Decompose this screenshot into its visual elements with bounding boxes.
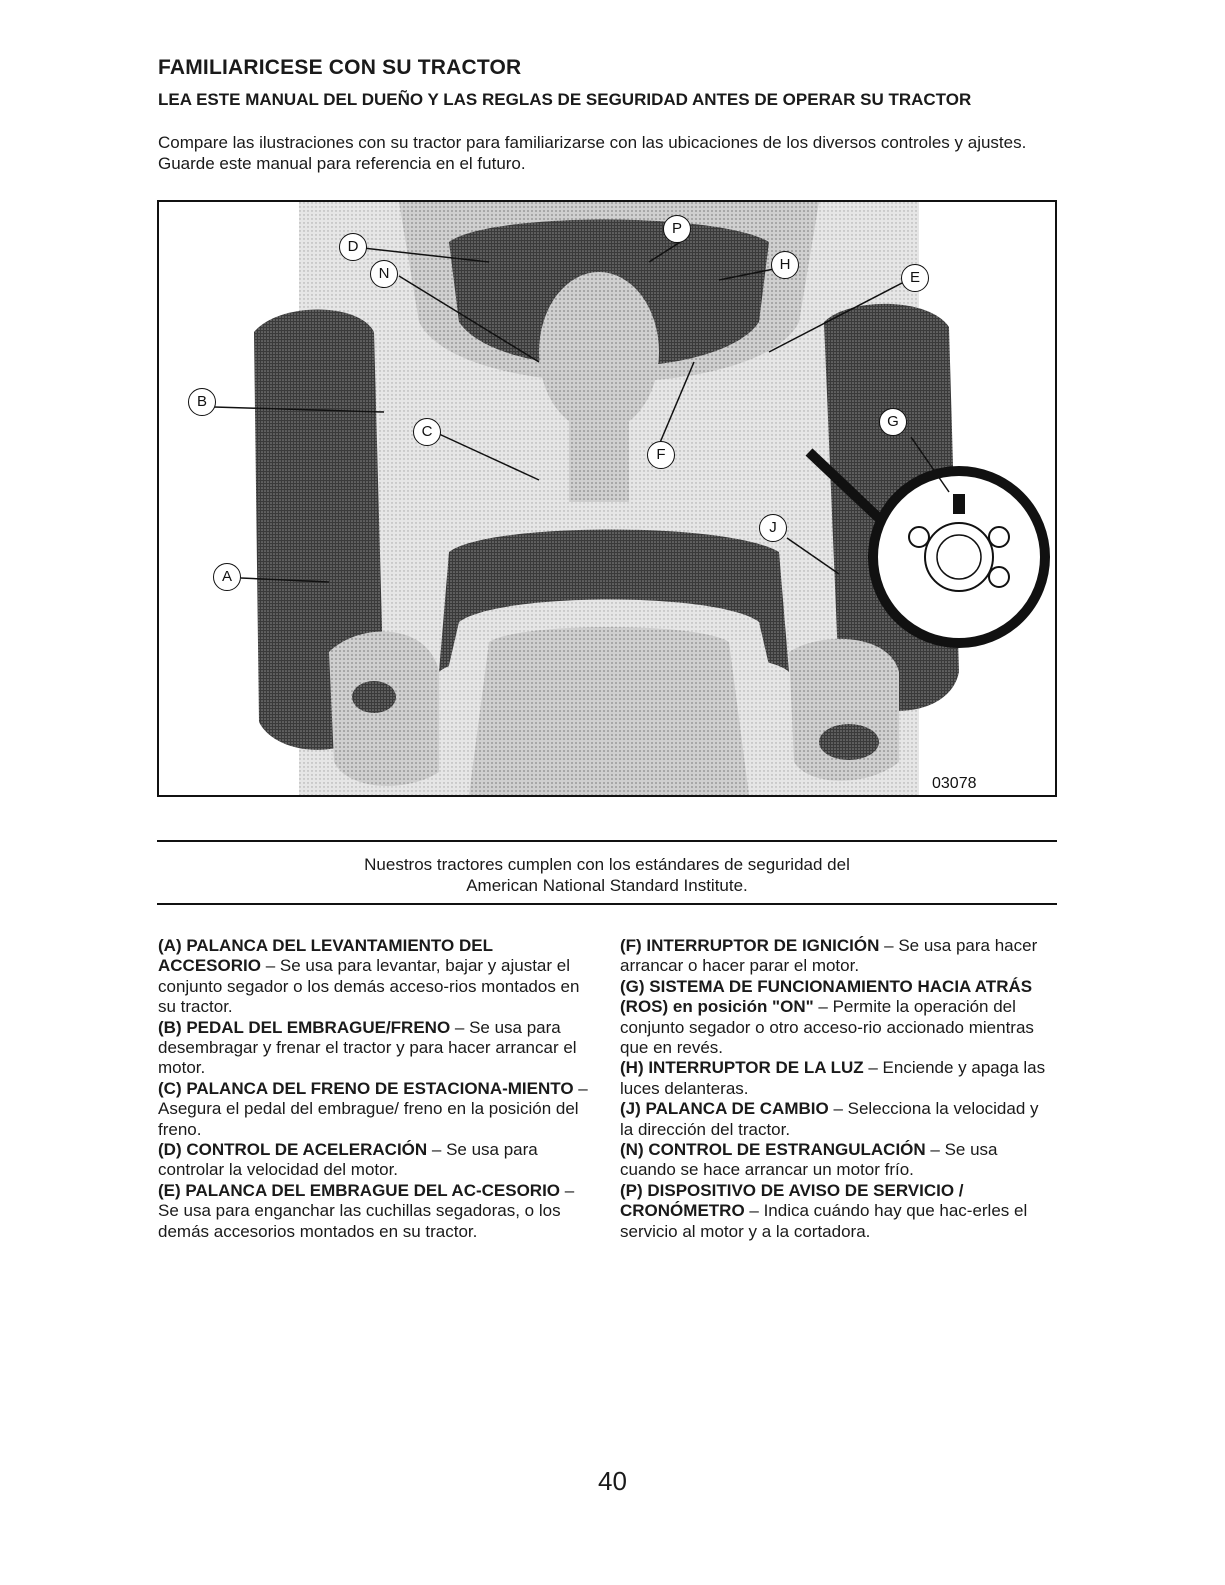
callout-p: P [663, 215, 691, 243]
item-g-label: (G) SISTEMA DE FUNCIONAMIENTO HACIA ATRÁS (ROS) en posición "ON" [620, 976, 1033, 1017]
item-b-label: (B) PEDAL DEL EMBRAGUE/FRENO [158, 1017, 451, 1037]
item-b [158, 1018, 590, 1079]
notice-line-1: Nuestros tractores cumplen con los estándares de seguridad del [364, 855, 850, 874]
divider-top [157, 840, 1057, 842]
safety-warning-heading: LEA ESTE MANUAL DEL DUEÑO Y LAS REGLAS DE SEGURIDAD ANTES DE OPERAR SU TRACTOR [158, 90, 972, 109]
item-g [620, 977, 1052, 1059]
item-a-label: (A) PALANCA DEL LEVANTAMIENTO DEL ACCESORIO [158, 936, 493, 976]
item-p-label: (P) DISPOSITIVO DE AVISO DE SERVICIO / CRONÓMETRO [620, 1180, 964, 1221]
item-f [620, 936, 1052, 977]
item-h-label: (H) INTERRUPTOR DE LA LUZ [620, 1058, 864, 1078]
callout-j: J [759, 514, 787, 542]
callout-e: E [901, 264, 929, 292]
item-j-label: (J) PALANCA DE CAMBIO [620, 1099, 829, 1119]
divider-bottom [157, 903, 1057, 905]
item-h [620, 1058, 1052, 1099]
intro-paragraph: Compare las ilustraciones con su tractor para familiarizarse con las ubicaciones de los diversos controles y ajustes. Guarde este manual para referencia en el futuro. [158, 133, 1027, 173]
item-c-label: (C) PALANCA DEL FRENO DE ESTACIONA-MIENTO [158, 1078, 574, 1098]
callout-d: D [339, 233, 367, 261]
notice-line-2: American National Standard Institute. [466, 876, 748, 895]
page-title: FAMILIARICESE CON SU TRACTOR [158, 56, 522, 79]
item-j-text: – Selecciona la velocidad y la dirección del tractor. [620, 1099, 1039, 1139]
callout-a: A [213, 563, 241, 591]
callout-g: G [879, 408, 907, 436]
item-d-label: (D) CONTROL DE ACELERACIÓN [158, 1140, 428, 1160]
item-a [158, 936, 590, 1018]
callout-c: C [413, 418, 441, 446]
item-e-text: – Se usa para enganchar las cuchillas segadoras, o los demás accesorios montados en su tractor. [158, 1180, 575, 1241]
controls-column-right [620, 936, 1052, 1242]
item-h-text: – Enciende y apaga las luces delanteras. [620, 1058, 1046, 1098]
item-n-text: – Se usa cuando se hace arrancar un motor frío. [620, 1140, 998, 1180]
standards-notice [157, 854, 1057, 896]
item-b-text: – Se usa para desembragar y frenar el tractor y para hacer arrancar el motor. [158, 1017, 577, 1078]
figure-id: 03078 [932, 775, 977, 792]
item-g-text: – Permite la operación del conjunto segador o otro acceso-rio accionado mientras que en revés. [620, 997, 1034, 1058]
item-j [620, 1099, 1052, 1140]
page-number: 40 [598, 1466, 627, 1496]
item-p [620, 1181, 1052, 1242]
item-e-label: (E) PALANCA DEL EMBRAGUE DEL AC-CESORIO [158, 1180, 561, 1200]
item-c-text: – Asegura el pedal del embrague/ freno en la posición del freno. [158, 1078, 588, 1139]
callout-n: N [370, 260, 398, 288]
item-n-label: (N) CONTROL DE ESTRANGULACIÓN [620, 1140, 926, 1160]
item-f-text: – Se usa para hacer arrancar o hacer parar el motor. [620, 936, 1038, 976]
controls-column-left [158, 936, 590, 1242]
item-a-text: – Se usa para levantar, bajar y ajustar el conjunto segador o los demás acceso-rios montados en su tractor. [158, 956, 580, 1017]
item-d-text: – Se usa para controlar la velocidad del motor. [158, 1140, 538, 1180]
item-c [158, 1079, 590, 1140]
callout-h: H [771, 251, 799, 279]
callout-b: B [188, 388, 216, 416]
tractor-controls-figure [157, 200, 1057, 797]
item-d [158, 1140, 590, 1181]
item-p-text: – Indica cuándo hay que hac-erles el servicio al motor y a la cortadora. [620, 1201, 1028, 1241]
callout-f: F [647, 441, 675, 469]
item-n [620, 1140, 1052, 1181]
item-f-label: (F) INTERRUPTOR DE IGNICIÓN [620, 936, 880, 955]
item-e [158, 1181, 590, 1242]
tractor-illustration [159, 202, 1055, 795]
